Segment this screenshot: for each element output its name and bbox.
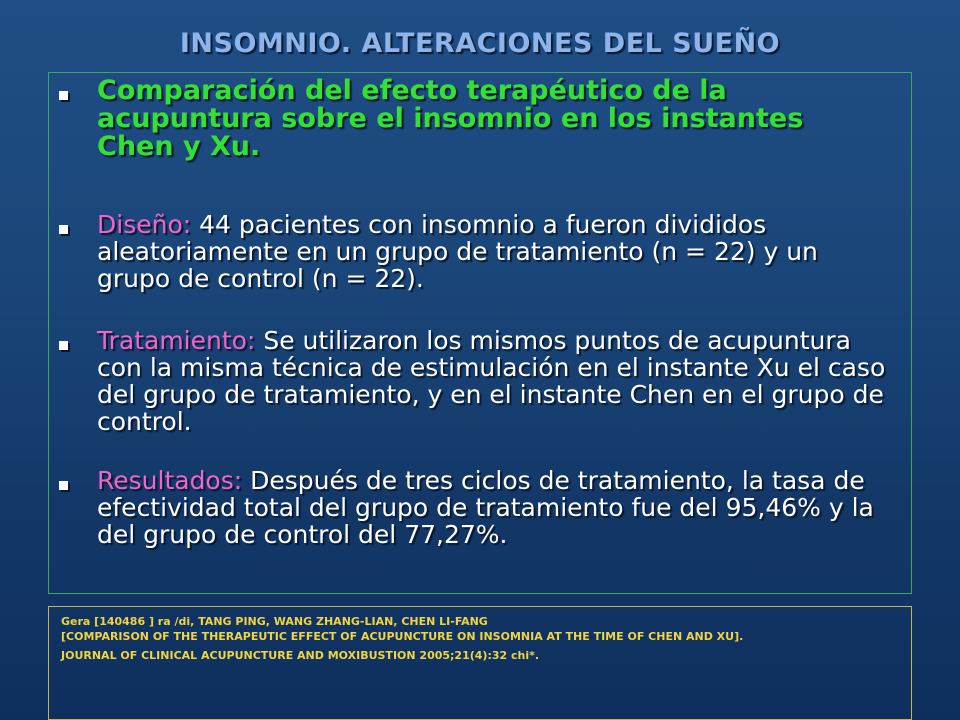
bullet-label: Tratamiento:: [97, 326, 256, 355]
bullet-body: Comparación del efecto terapéutico de la acupuntura sobre el insomnio en los instantes Chen y Xu.: [97, 75, 804, 162]
bullet-body: Se utilizaron los mismos puntos de acupuntura con la misma técnica de estimulación en el instante Xu el caso del grupo de tratamiento, y en el instante Chen en el grupo de control.: [97, 326, 886, 436]
content-box: [48, 72, 912, 594]
bullet-item-treatment: [59, 327, 889, 435]
reference-authors: Gera [140486 ] ra /di, TANG PING, WANG ZHANG-LIAN, CHEN LI-FANG: [61, 615, 488, 628]
square-bullet-icon: [59, 225, 68, 234]
bullet-item-results: [59, 467, 889, 548]
reference-box: [48, 606, 912, 720]
bullet-label: Diseño:: [97, 210, 192, 239]
reference-title: [COMPARISON OF THE THERAPEUTIC EFFECT OF ACUPUNCTURE ON INSOMNIA AT THE TIME OF CHEN AND XU].: [61, 630, 744, 643]
bullet-label: Resultados:: [97, 466, 243, 495]
bullet-item-design: [59, 211, 889, 292]
reference-journal: JOURNAL OF CLINICAL ACUPUNCTURE AND MOXIBUSTION 2005;21(4):32 chi*.: [61, 649, 540, 662]
bullet-text: [97, 467, 889, 548]
bullet-text: [97, 211, 889, 292]
bullet-item-objective: [59, 77, 889, 161]
square-bullet-icon: [59, 91, 68, 100]
bullet-body: 44 pacientes con insomnio a fueron divididos aleatoriamente en un grupo de tratamiento (n = 22) y un grupo de control (n = 22).: [97, 210, 818, 293]
square-bullet-icon: [59, 481, 68, 490]
slide-title: INSOMNIO. ALTERACIONES DEL SUEÑO: [179, 28, 781, 59]
bullet-text: [97, 77, 889, 161]
bullet-text: [97, 327, 889, 435]
bullet-body: Después de tres ciclos de tratamiento, la tasa de efectividad total del grupo de tratamiento fue del 95,46% y la del grupo de control del 77,27%.: [97, 466, 874, 549]
square-bullet-icon: [59, 341, 68, 350]
